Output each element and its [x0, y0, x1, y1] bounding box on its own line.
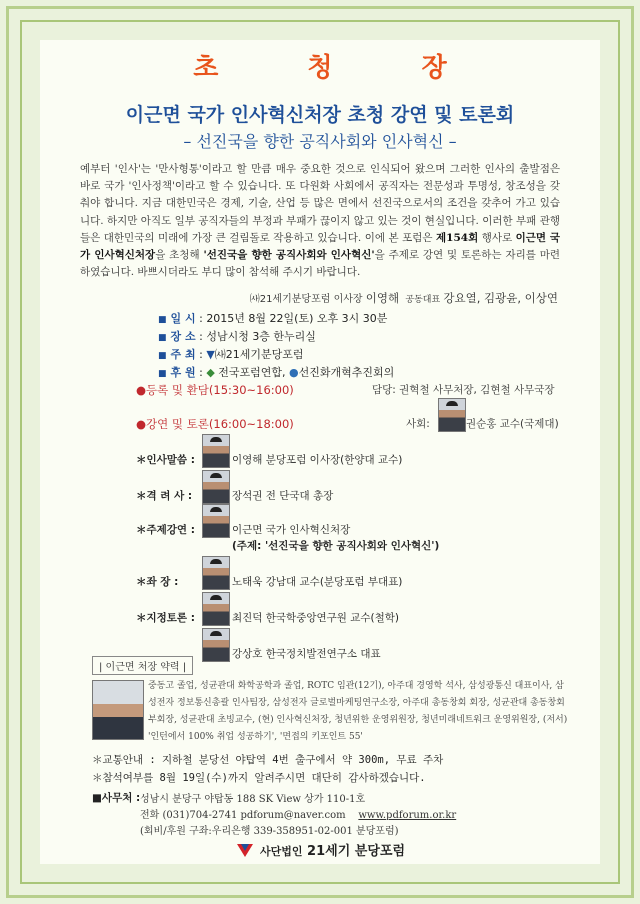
intro-paragraph: 예부터 '인사'는 '만사형통'이라고 할 만큼 매우 중요한 것으로 인식되어 왔으며 그러한 인사의 출발점은 바로 국가 '인사정책'이라고 할 수 있습니다. 또 다원화 사회에서 공직자는 전문성과 투명성, 창조성을 갖춰야 합니다. 지금 대한민국은 경제, 기술, 산업 등 많은 면에서 선진국으로서의 조건을 갖추어 가고 있습니다. 하지만 아직도 일부 공직자들의 부정과 부패가 끊이지 않고 있는 것이 현실입니다. 이러한 부패 관행들은 대한민국의 미래에 가장 큰 걸림돌로 작용하고 있습니다. 이에 본 포럼은 제154회 행사로 이근면 국가 인사혁신처장을 초청해 '선진국을 향한 공직사회와 인사혁신'을 주제로 강연 및 토론하는 자리를 마련하였습니다. 바쁘시더라도 부디 많이 참석해 주시기 바랍니다. [80, 163, 561, 279]
registration-section: ●등록 및 환담(15:30~16:00) [136, 383, 294, 397]
website-link[interactable]: www.pdforum.or.kr [358, 810, 457, 821]
lecturer-photo [92, 680, 144, 740]
info-date: ■ 일 시 : 2015년 8월 22일(토) 오후 3시 30분 [158, 312, 388, 325]
office-contact: 전화 (031)704-2741 pdforum@naver.com www.pdforum.or.kr [140, 810, 457, 821]
program-role: ＊지정토론 : [136, 612, 195, 624]
subtitle: – 선진국을 향한 공직사회와 인사혁신 – [183, 132, 457, 151]
info-host: ■ 주 최 : ▼㈔21세기분당포럼 [158, 348, 304, 361]
office-account: (회비/후원 구좌:우리은행 339-358951-02-001 분당포럼) [140, 826, 399, 837]
signature-line: ㈔21세기분당포럼 이사장 이영해 공동대표 강요열, 김광윤, 이상연 [249, 291, 558, 305]
program-role: ＊격 려 사 : [136, 490, 193, 502]
bullet-dot-icon: ● [136, 383, 147, 397]
notice-rsvp: ＊참석여부를 8월 19일(수)까지 알려주시면 대단히 감사하겠습니다. [92, 772, 426, 784]
program-role: ＊좌 장 : [136, 576, 179, 588]
program-role: ＊인사말씀 : [136, 454, 195, 466]
registration-staff: 담당: 권혁철 사무처장, 김현철 사무국장 [372, 384, 555, 396]
program-person: 이근면 국가 인사혁신처장 [232, 524, 351, 536]
speaker-photo [202, 504, 230, 538]
bio-text: 중동고 졸업, 성균관대 화학공학과 졸업, ROTC 임관(12기), 아주대 경영학 석사, 삼성광통신 대표이사, 삼성전자 정보통신총괄 인사팀장, 삼성전자 글로벌마케팅연구소장, 아주대 총동창회 회장, 성균관대 총동창회 부회장, 성균관대 초빙교수, (현) 인사혁신처장, 청년위한 운영위원장, 청년미래네트워크 운영위원장, (저서) '인턴에서 100% 취업 성공하기', '면접의 키포인트 55' [148, 681, 568, 742]
bullet-icon: ■ [158, 351, 167, 361]
lecture-section: ●강연 및 토론(16:00~18:00) [136, 417, 294, 431]
headline: 이근면 국가 인사혁신처장 초청 강연 및 토론회 [125, 104, 515, 126]
footer-logo: 사단법인 21세기 분당포럼 [236, 840, 405, 859]
speaker-photo [202, 470, 230, 504]
forum-logo-icon [236, 842, 254, 858]
bullet-icon: ■ [158, 369, 167, 379]
bullet-icon: ■ [158, 315, 167, 325]
reform-council-logo-icon: ● [289, 366, 299, 379]
speaker-photo [202, 592, 230, 626]
moderator-label: 사회: [406, 418, 430, 430]
notice-transport: ＊교통안내 : 지하철 분당선 야탑역 4번 출구에서 약 300m, 무료 주차 [92, 754, 444, 766]
info-sponsor: ■ 후 원 : ◆ 전국포럼연합, ●선진화개혁추진회의 [158, 366, 395, 379]
moderator-photo [438, 398, 466, 432]
bullet-dot-icon: ● [136, 417, 147, 431]
speaker-photo [202, 628, 230, 662]
speaker-photo [202, 556, 230, 590]
program-person: 최진덕 한국학중앙연구원 교수(철학) [232, 612, 400, 624]
host-logo-icon: ▼ [206, 348, 215, 361]
page-title: 초 청 장 [193, 53, 487, 83]
speaker-photo [202, 434, 230, 468]
program-person: 장석권 전 단국대 총장 [232, 490, 334, 502]
office-address: 성남시 분당구 야탑동 188 SK View 상가 110-1호 [140, 794, 366, 805]
moderator-name: 권순홍 교수(국제대) [466, 418, 559, 430]
forum-union-logo-icon: ◆ [206, 366, 215, 379]
program-topic: (주제: '선진국을 향한 공직사회와 인사혁신') [232, 540, 440, 552]
bullet-icon: ■ [158, 333, 167, 343]
office-label: ■사무처 : [92, 792, 141, 804]
bio-label: | 이근면 처장 약력 | [92, 656, 193, 675]
program-person: 강상호 한국정치발전연구소 대표 [232, 648, 381, 660]
program-person: 노태욱 강남대 교수(분당포럼 부대표) [232, 576, 403, 588]
info-place: ■ 장 소 : 성남시청 3층 한누리실 [158, 330, 316, 343]
program-person: 이영해 분당포럼 이사장(한양대 교수) [232, 454, 403, 466]
program-role: ＊주제강연 : [136, 524, 195, 536]
